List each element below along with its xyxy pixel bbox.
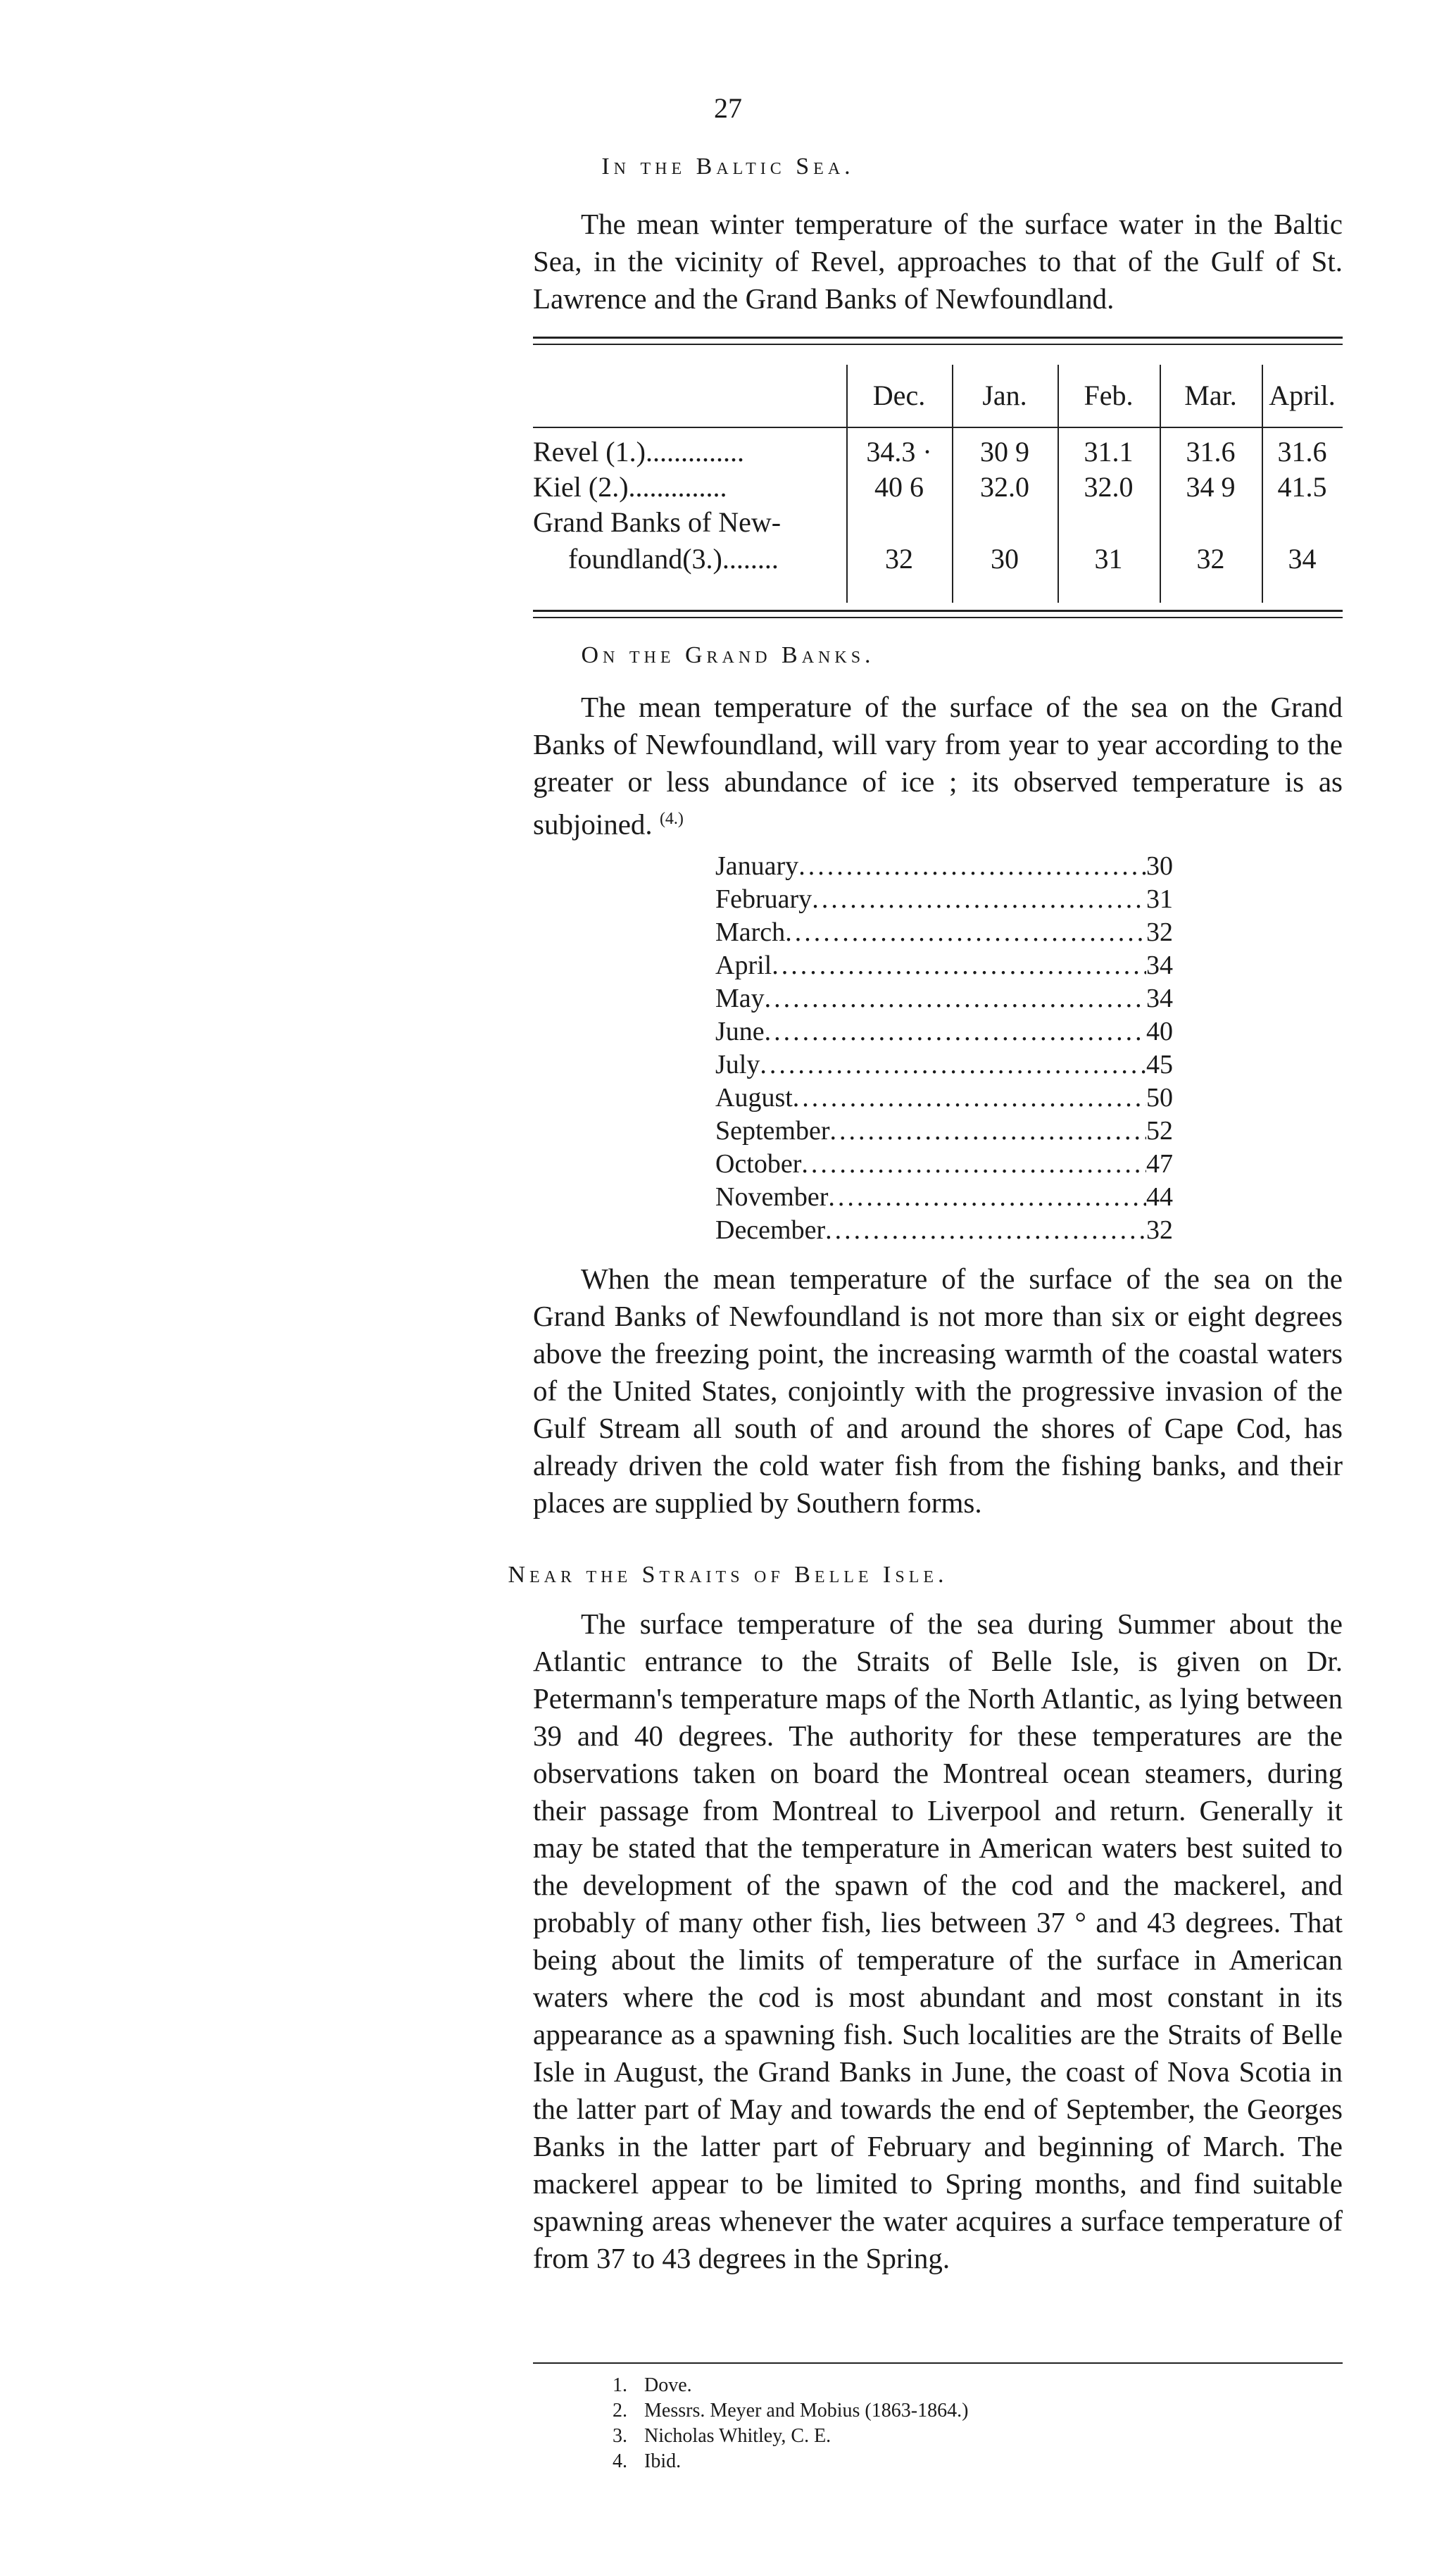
grand-banks-text: The mean temperature of the surface of the sea on the Grand Banks of Newfoundland, will vary from year to year according to the greater or less abundance of ice ; its observed temperature is as subjoined. — [533, 691, 1343, 841]
month-row — [715, 950, 1173, 984]
footnote — [613, 2450, 681, 2476]
footnote-number: 3. — [613, 2425, 627, 2447]
footnote-ref-4: (4.) — [659, 810, 684, 828]
dot-leader — [830, 1115, 1146, 1149]
table-cell: 30 9 — [980, 436, 1029, 468]
footnote — [613, 2400, 968, 2425]
dot-leader — [793, 1082, 1146, 1116]
footnote — [613, 2425, 831, 2450]
table-cell: 34 — [1288, 543, 1317, 575]
month-name: August — [715, 1083, 793, 1113]
month-value: 45 — [1146, 1050, 1173, 1079]
month-row — [715, 1049, 1173, 1083]
table-cell: 30 — [991, 543, 1019, 575]
footnote-number: 4. — [613, 2450, 627, 2472]
month-name: February — [715, 884, 812, 914]
dot-leader — [760, 1049, 1146, 1083]
table-header-mar: Mar. — [1184, 380, 1237, 411]
month-value: 50 — [1146, 1083, 1173, 1113]
month-row — [715, 1148, 1173, 1182]
table-cell: 34 9 — [1186, 471, 1236, 503]
table-row-label-kiel: Kiel (2.).............. — [533, 471, 727, 503]
heading-baltic-sea: In the Baltic Sea. — [601, 154, 855, 180]
dot-leader — [772, 950, 1146, 984]
table-header-dec: Dec. — [872, 380, 926, 411]
month-value: 34 — [1146, 984, 1173, 1013]
dot-leader — [828, 1182, 1146, 1215]
month-value: 47 — [1146, 1149, 1173, 1179]
table-cell: 32 — [885, 543, 913, 575]
footnote-number: 1. — [613, 2374, 627, 2396]
heading-belle-isle: Near the Straits of Belle Isle. — [508, 1562, 948, 1588]
month-value: 34 — [1146, 951, 1173, 980]
month-name: January — [715, 851, 799, 881]
month-name: November — [715, 1182, 829, 1212]
table-cell: 34.3 · — [866, 436, 932, 468]
table-bottom-rule — [533, 610, 1343, 612]
paragraph-belle-isle — [533, 1605, 1343, 2277]
table-cell: 40 6 — [874, 471, 924, 503]
month-value: 40 — [1146, 1017, 1173, 1046]
table-cell: 32.0 — [1084, 471, 1134, 503]
dot-leader — [765, 983, 1146, 1017]
month-name: October — [715, 1149, 802, 1179]
month-name: December — [715, 1215, 826, 1245]
dot-leader — [765, 1016, 1146, 1050]
month-name: June — [715, 1017, 765, 1046]
dot-leader — [798, 851, 1146, 884]
month-value: 32 — [1146, 917, 1173, 947]
month-row — [715, 1115, 1173, 1149]
month-value: 31 — [1146, 884, 1173, 914]
table-cell: 31.6 — [1186, 436, 1236, 468]
month-name: May — [715, 984, 765, 1013]
dot-leader — [801, 1148, 1146, 1182]
heading-grand-banks: On the Grand Banks. — [581, 642, 875, 668]
table-cell: 31.1 — [1084, 436, 1134, 468]
footnote — [613, 2374, 692, 2400]
month-value: 32 — [1146, 1215, 1173, 1245]
table-header-rule — [533, 427, 1343, 428]
dot-leader — [825, 1215, 1146, 1248]
table-top-rule-thin — [533, 344, 1343, 345]
footnote-text: Nicholas Whitley, C. E. — [644, 2425, 831, 2447]
month-value: 44 — [1146, 1182, 1173, 1212]
paragraph-grand-banks — [533, 689, 1343, 844]
temperature-table — [533, 337, 1343, 625]
page-number: 27 — [714, 92, 742, 124]
month-value: 52 — [1146, 1116, 1173, 1146]
footnote-text: Messrs. Meyer and Mobius (1863-1864.) — [644, 2400, 969, 2422]
month-row — [715, 884, 1173, 917]
table-top-rule — [533, 337, 1343, 339]
month-row — [715, 851, 1173, 884]
baltic-text: The mean winter temperature of the surface water in the Baltic Sea, in the vicinity of Revel, approaches to that of the Gulf of St. Lawrence and the Grand Banks of Newfoundland. — [533, 208, 1343, 315]
table-cell: 32.0 — [980, 471, 1029, 503]
table-cell: 32 — [1196, 543, 1225, 575]
month-row — [715, 1182, 1173, 1215]
table-header-jan: Jan. — [982, 380, 1027, 411]
dot-leader — [812, 884, 1146, 917]
table-header-feb: Feb. — [1084, 380, 1134, 411]
dot-leader — [785, 917, 1146, 951]
month-name: March — [715, 917, 786, 947]
month-row — [715, 983, 1173, 1017]
month-value: 30 — [1146, 851, 1173, 881]
belle-isle-text: The surface temperature of the sea during Summer about the Atlantic entrance to the Straits of Belle Isle, is given on Dr. Petermann's temperature maps of the North Atlantic, as lying between 39 and 40 degrees. The authority for these temperatures are the observations taken on board the Montreal ocean steamers, during their passage from Montreal to Liverpool and return. Generally it may be stated that the temperature in American waters best suited to the development of the spawn of the cod and the mackerel, and probably of many other fish, lies between 37 ° and 43 degrees. That being about the limits of temperature of the surface in American waters where the cod is most abundant and most constant in its appearance as a spawning fish. Such localities are the Straits of Belle Isle in August, the Grand Banks in June, the coast of Nova Scotia in the latter part of May and towards the end of September, the Georges Banks in the latter part of February and beginning of March. The mackerel appear to be limited to Spring months, and find suitable spawning areas whenever the water acquires a surface temperature of from 37 to 43 degrees in the Spring. — [533, 1608, 1343, 2274]
month-row — [715, 1215, 1173, 1248]
month-name: September — [715, 1116, 830, 1146]
table-cell: 41.5 — [1277, 471, 1327, 503]
table-row-label-grand-banks: Grand Banks of New- — [533, 506, 782, 538]
table-row-label-revel: Revel (1.).............. — [533, 436, 744, 468]
month-row — [715, 1016, 1173, 1050]
table-row-label-grand-banks-cont: foundland(3.)........ — [568, 543, 779, 575]
paragraph-baltic-sea — [533, 206, 1343, 318]
footnote-number: 2. — [613, 2400, 627, 2422]
table-cell: 31 — [1094, 543, 1123, 575]
table-header-april: April. — [1269, 380, 1336, 411]
footnote-text: Ibid. — [644, 2450, 682, 2472]
month-name: July — [715, 1050, 760, 1079]
footnote-text: Dove. — [644, 2374, 692, 2396]
month-name: April — [715, 951, 772, 980]
paragraph-cold-water-fish — [533, 1260, 1343, 1522]
table-cell: 31.6 — [1277, 436, 1327, 468]
month-row — [715, 1082, 1173, 1116]
month-row — [715, 917, 1173, 951]
footnote-rule — [533, 2362, 1343, 2364]
cold-water-fish-text: When the mean temperature of the surface of the sea on the Grand Banks of Newfoundland is not more than six or eight degrees above the freezing point, the increasing warmth of the coastal waters of the United States, conjointly with the progressive invasion of the Gulf Stream all south of and around the shores of Cape Cod, has already driven the cold water fish from the fishing banks, and their places are supplied by Southern forms. — [533, 1263, 1343, 1519]
table-bottom-rule-thin — [533, 617, 1343, 618]
